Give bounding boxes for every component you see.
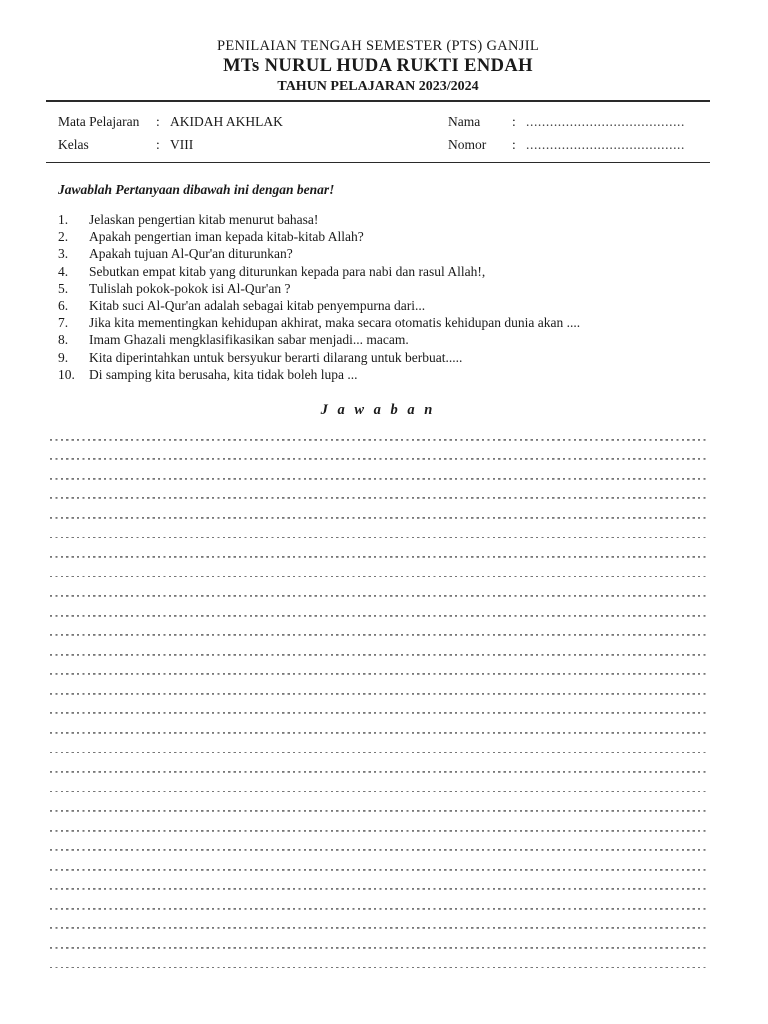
question-text: Jelaskan pengertian kitab menurut bahasa! [89, 212, 319, 227]
answer-line [50, 832, 706, 852]
question-item [58, 228, 710, 245]
question-list [58, 211, 710, 383]
answer-line [50, 656, 706, 676]
question-number: 7. [58, 315, 69, 331]
answer-line [50, 460, 706, 480]
answer-line [50, 773, 706, 793]
question-text: Tulislah pokok-pokok isi Al-Qur'an ? [89, 280, 291, 296]
meta-divider [46, 162, 710, 163]
question-item [58, 211, 710, 228]
subject-field [58, 110, 448, 133]
subject-value: AKIDAH AKHLAK [170, 114, 283, 129]
answer-lines-area [50, 421, 706, 968]
question-text: Sebutkan empat kitab yang diturunkan kepada para nabi dan rasul Allah!, [89, 263, 486, 279]
answer-line [50, 910, 706, 930]
answer-line [50, 499, 706, 519]
meta-row-1 [58, 110, 710, 133]
question-number: 1. [58, 212, 69, 227]
subject-label: Mata Pelajaran [58, 114, 140, 129]
question-item [58, 297, 710, 314]
name-label: Nama [448, 114, 481, 129]
instruction-text: Jawablah Pertanyaan dibawah ini dengan benar! [58, 182, 335, 197]
answer-line [50, 558, 706, 578]
answer-line [50, 519, 706, 539]
question-text: Imam Ghazali mengklasifikasikan sabar menjadi... macam. [89, 332, 409, 348]
number-colon: : [512, 137, 516, 152]
answer-line [50, 734, 706, 754]
answer-line [50, 812, 706, 832]
number-label: Nomor [448, 137, 487, 152]
document-header [46, 38, 710, 95]
answer-line [50, 597, 706, 617]
number-field [448, 133, 710, 156]
answer-line [50, 577, 706, 597]
question-number: 5. [58, 280, 69, 296]
question-text: Di samping kita berusaha, kita tidak boleh lupa ... [89, 366, 358, 382]
answer-line [50, 538, 706, 558]
name-blank-line: ........................................ [526, 114, 685, 129]
question-text: Apakah pengertian iman kepada kitab-kitab Allah? [89, 229, 364, 245]
answer-line [50, 675, 706, 695]
answer-line [50, 714, 706, 734]
question-number: 9. [58, 349, 69, 365]
question-number: 2. [58, 229, 69, 245]
answers-heading: J a w a b a n [320, 402, 436, 419]
exam-meta [46, 102, 710, 162]
question-item [58, 366, 710, 383]
question-text: Kita diperintahkan untuk bersyukur berarti dilarang untuk berbuat..... [89, 349, 463, 365]
question-number: 10. [58, 366, 75, 382]
name-field [448, 110, 710, 133]
question-item [58, 314, 710, 331]
question-text: Jika kita mementingkan kehidupan akhirat, maka secara otomatis kehidupan dunia akan .... [89, 315, 581, 331]
exam-title: PENILAIAN TENGAH SEMESTER (PTS) GANJIL [216, 38, 540, 54]
answer-line [50, 421, 706, 441]
question-number: 4. [58, 263, 69, 279]
question-text: Kitab suci Al-Qur'an adalah sebagai kitab penyempurna dari... [89, 298, 426, 314]
answer-line [50, 890, 706, 910]
answer-line [50, 753, 706, 773]
question-item [58, 349, 710, 366]
academic-year: TAHUN PELAJARAN 2023/2024 [277, 79, 479, 94]
answer-line [50, 695, 706, 715]
answer-line [50, 949, 706, 969]
answer-line [50, 929, 706, 949]
meta-row-2 [58, 133, 710, 156]
answer-line [50, 636, 706, 656]
name-colon: : [512, 114, 516, 129]
answer-line [50, 792, 706, 812]
answer-line [50, 617, 706, 637]
answer-line [50, 851, 706, 871]
question-number: 6. [58, 298, 69, 314]
question-item [58, 280, 710, 297]
question-item [58, 245, 710, 262]
question-text: Apakah tujuan Al-Qur'an diturunkan? [89, 246, 293, 262]
subject-colon: : [156, 114, 160, 129]
class-label: Kelas [58, 137, 89, 152]
class-field [58, 133, 448, 156]
question-item [58, 263, 710, 280]
class-colon: : [156, 137, 160, 152]
answer-line [50, 441, 706, 461]
number-blank-line: ........................................ [526, 137, 685, 152]
class-value: VIII [170, 137, 194, 152]
question-number: 8. [58, 332, 69, 348]
question-number: 3. [58, 246, 69, 262]
question-item [58, 331, 710, 348]
school-name: MTs NURUL HUDA RUKTI ENDAH [223, 56, 533, 76]
answer-line [50, 480, 706, 500]
answer-line [50, 871, 706, 891]
